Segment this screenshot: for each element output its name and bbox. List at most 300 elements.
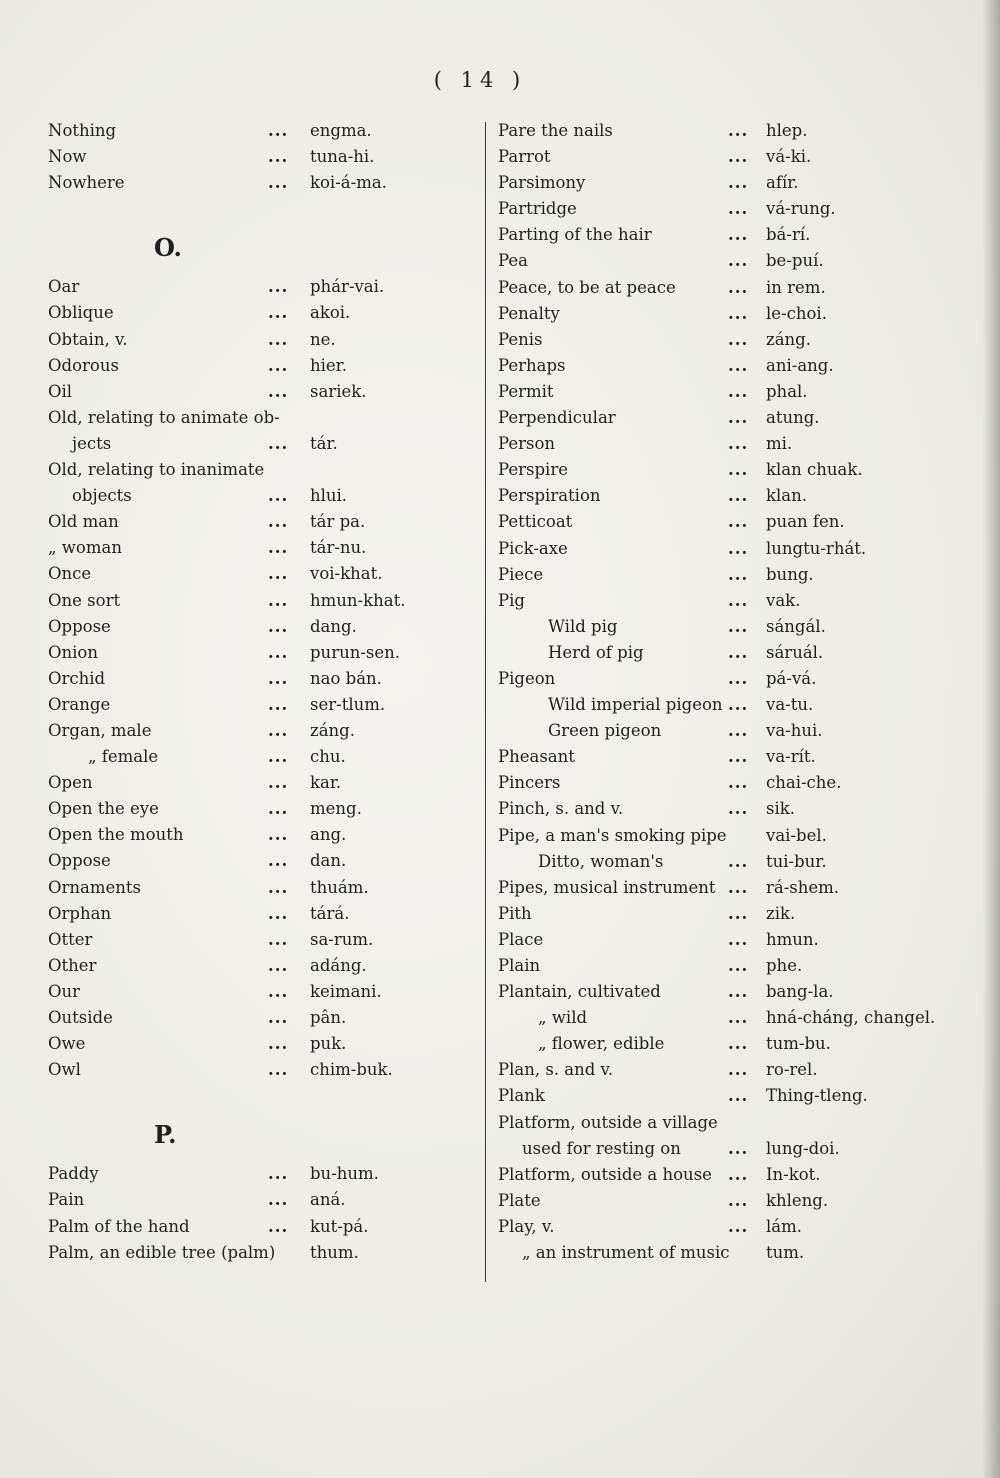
entry-leader-dots: ...: [728, 486, 749, 506]
entry-leader-dots: ...: [728, 982, 749, 1002]
entry-term: Ornaments: [48, 877, 142, 897]
dictionary-entry: [498, 1136, 958, 1162]
entry-term: Oppose: [48, 851, 111, 871]
entry-leader-dots: ...: [268, 329, 289, 349]
entry-term: Palm of the hand: [48, 1216, 190, 1236]
section-spacer: [48, 1083, 448, 1109]
entry-translation: vá-rung.: [766, 199, 836, 219]
dictionary-entry: [498, 588, 958, 614]
entry-term: Otter: [48, 929, 93, 949]
entry-leader-dots: ...: [728, 721, 749, 741]
entry-term: Plantain, cultivated: [498, 982, 661, 1002]
entry-term: used for resting on: [522, 1138, 681, 1158]
entry-term: Pare the nails: [498, 121, 613, 140]
entry-leader-dots: ...: [728, 408, 749, 428]
entry-leader-dots: ...: [268, 616, 289, 636]
entry-translation: lungtu-rhát.: [766, 538, 867, 558]
dictionary-entry: [48, 822, 448, 848]
dictionary-entry: [498, 875, 958, 901]
dictionary-entry: [498, 275, 958, 301]
dictionary-entry: [498, 953, 958, 979]
entry-leader-dots: ...: [268, 668, 289, 688]
entry-translation: va-tu.: [766, 695, 814, 715]
entry-translation: purun-sen.: [310, 642, 401, 662]
entry-translation: thuám.: [310, 877, 369, 897]
dictionary-entry: [498, 1240, 958, 1266]
entry-term: Pinch, s. and v.: [498, 799, 624, 819]
entry-term: „ woman: [48, 538, 122, 558]
dictionary-entry: [48, 144, 448, 170]
dictionary-entry: [48, 979, 448, 1005]
entry-translation: va-hui.: [766, 721, 823, 741]
entry-term: Platform, outside a village: [498, 1112, 718, 1132]
entry-leader-dots: ...: [728, 877, 749, 897]
entry-term: Once: [48, 564, 92, 584]
entry-term: Place: [498, 929, 544, 949]
entry-term: Orphan: [48, 903, 112, 923]
entry-term: Now: [48, 147, 87, 167]
entry-leader-dots: ...: [728, 956, 749, 975]
dictionary-entry: [48, 379, 448, 405]
dictionary-entry: [498, 405, 958, 431]
entry-term: Plank: [498, 1086, 545, 1106]
entry-leader-dots: ...: [728, 1034, 749, 1054]
dictionary-entry: [48, 666, 448, 692]
entry-translation: tár pa.: [310, 512, 366, 532]
entry-translation: khleng.: [766, 1190, 829, 1210]
entry-translation: puk.: [310, 1034, 347, 1054]
dictionary-entry: [498, 796, 958, 822]
dictionary-entry: [498, 718, 958, 744]
entry-translation: bá-rí.: [766, 225, 811, 245]
section-letter-heading: O.: [154, 233, 182, 263]
entry-term: Piece: [498, 564, 544, 584]
entry-translation: sariek.: [310, 381, 367, 401]
entry-term: Partridge: [498, 199, 577, 219]
dictionary-entry: [498, 509, 958, 535]
entry-leader-dots: ...: [728, 668, 749, 688]
dictionary-entry: [48, 796, 448, 822]
dictionary-entry: [48, 1005, 448, 1031]
dictionary-entry: [48, 588, 448, 614]
entry-term: Owl: [48, 1060, 81, 1080]
dictionary-entry: [48, 848, 448, 874]
entry-leader-dots: ...: [728, 277, 749, 297]
entry-leader-dots: ...: [268, 799, 289, 819]
entry-term: Pigeon: [498, 668, 556, 688]
dictionary-entry: [48, 640, 448, 666]
dictionary-entry: [498, 170, 958, 196]
entry-translation: ro-rel.: [766, 1060, 818, 1080]
dictionary-entry: [498, 222, 958, 248]
entry-leader-dots: ...: [728, 642, 749, 662]
entry-leader-dots: ...: [268, 173, 289, 193]
entry-translation: vak.: [766, 590, 801, 610]
entry-term: Pith: [498, 903, 532, 923]
entry-term: Nowhere: [48, 173, 125, 193]
right-column: [498, 118, 958, 1266]
entry-term: „ wild: [538, 1008, 588, 1028]
entry-leader-dots: ...: [728, 147, 749, 167]
entry-term: Permit: [498, 381, 554, 401]
entry-translation: thum.: [310, 1242, 359, 1262]
dictionary-entry: [48, 535, 448, 561]
entry-translation: bu-hum.: [310, 1164, 379, 1184]
entry-translation: koi-á-ma.: [310, 173, 387, 193]
entry-term: Orange: [48, 694, 111, 714]
entry-leader-dots: ...: [268, 1216, 289, 1236]
entry-term: Peace, to be at peace: [498, 277, 676, 297]
entry-leader-dots: ...: [268, 877, 289, 897]
entry-translation: dang.: [310, 616, 357, 636]
dictionary-entry: [498, 196, 958, 222]
entry-term: Nothing: [48, 121, 117, 140]
entry-term: Plan, s. and v.: [498, 1060, 614, 1080]
dictionary-entry: [48, 927, 448, 953]
entry-leader-dots: ...: [268, 303, 289, 323]
page-number: ( 14 ): [433, 68, 527, 92]
entry-leader-dots: ...: [728, 1060, 749, 1080]
dictionary-entry: [498, 301, 958, 327]
dictionary-entry: [498, 483, 958, 509]
entry-translation: tár.: [310, 433, 338, 453]
entry-translation: dan.: [310, 851, 347, 871]
entry-translation: atung.: [766, 408, 820, 428]
dictionary-entry: [48, 327, 448, 353]
dictionary-entry: [498, 353, 958, 379]
entry-translation: ani-ang.: [766, 355, 834, 375]
entry-leader-dots: ...: [268, 1060, 289, 1080]
dictionary-entry: [498, 666, 958, 692]
entry-term: jects: [72, 433, 112, 453]
entry-leader-dots: ...: [728, 512, 749, 532]
entry-leader-dots: ...: [268, 825, 289, 845]
entry-leader-dots: ...: [728, 1138, 749, 1158]
entry-term: Penis: [498, 329, 543, 349]
entry-term: Pipe, a man's smoking pipe: [498, 825, 727, 845]
entry-translation: be-puí.: [766, 251, 824, 271]
dictionary-entry: [48, 1214, 448, 1240]
entry-translation: chu.: [310, 747, 346, 767]
dictionary-entry: [498, 770, 958, 796]
entry-leader-dots: ...: [268, 564, 289, 584]
entry-translation: ne.: [310, 329, 336, 349]
entry-leader-dots: ...: [268, 773, 289, 793]
entry-translation: akoi.: [310, 303, 351, 323]
entry-term: Green pigeon: [548, 721, 662, 741]
entry-leader-dots: ...: [728, 381, 749, 401]
entry-translation: afír.: [766, 173, 799, 193]
entry-leader-dots: ...: [268, 747, 289, 767]
entry-leader-dots: ...: [268, 929, 289, 949]
entry-translation: pá-vá.: [766, 668, 817, 688]
entry-leader-dots: ...: [268, 1164, 289, 1184]
entry-translation: voi-khat.: [310, 564, 383, 584]
entry-term: Parsimony: [498, 173, 586, 193]
dictionary-entry: [48, 405, 448, 431]
entry-leader-dots: ...: [268, 121, 289, 140]
dictionary-entry: [48, 1187, 448, 1213]
entry-term: Wild pig: [548, 616, 618, 636]
dictionary-entry: [498, 1110, 958, 1136]
entry-translation: tárá.: [310, 903, 350, 923]
entry-leader-dots: ...: [728, 929, 749, 949]
dictionary-entry: [48, 614, 448, 640]
dictionary-entry: [498, 536, 958, 562]
entry-term: Obtain, v.: [48, 329, 128, 349]
entry-translation: tui-bur.: [766, 851, 827, 871]
entry-term: Orchid: [48, 668, 106, 688]
entry-translation: bang-la.: [766, 982, 834, 1002]
entry-translation: hier.: [310, 355, 347, 375]
left-column: [48, 118, 448, 1266]
entry-leader-dots: ...: [268, 1034, 289, 1054]
entry-leader-dots: ...: [268, 981, 289, 1001]
entry-leader-dots: ...: [728, 251, 749, 271]
entry-leader-dots: ...: [268, 955, 289, 975]
dictionary-entry: [48, 274, 448, 300]
entry-translation: nao bán.: [310, 668, 382, 688]
dictionary-entry: [48, 353, 448, 379]
entry-leader-dots: ...: [728, 564, 749, 584]
dictionary-entry: [48, 561, 448, 587]
entry-leader-dots: ...: [268, 590, 289, 610]
entry-leader-dots: ...: [268, 538, 289, 558]
entry-term: Penalty: [498, 303, 560, 323]
entry-translation: pân.: [310, 1008, 347, 1027]
entry-leader-dots: ...: [728, 1216, 749, 1236]
dictionary-entry: [48, 770, 448, 796]
dictionary-entry: [48, 1161, 448, 1187]
entry-term: objects: [72, 486, 132, 506]
entry-term: Palm, an edible tree (palm): [48, 1242, 276, 1262]
entry-leader-dots: ...: [728, 616, 749, 636]
entry-translation: hlui.: [310, 486, 348, 506]
entry-translation: klan chuak.: [766, 460, 863, 480]
entry-translation: bung.: [766, 564, 814, 584]
entry-translation: klan.: [766, 486, 807, 506]
entry-term: Oar: [48, 277, 80, 297]
entry-translation: záng.: [766, 329, 811, 349]
entry-leader-dots: ...: [728, 799, 749, 819]
dictionary-entry: [498, 640, 958, 666]
dictionary-entry: [498, 1188, 958, 1214]
dictionary-entry: [498, 1057, 958, 1083]
entry-translation: vá-ki.: [766, 147, 812, 167]
entry-translation: phal.: [766, 381, 808, 401]
dictionary-entry: [498, 431, 958, 457]
entry-term: One sort: [48, 590, 121, 610]
entry-translation: lám.: [766, 1216, 803, 1236]
entry-leader-dots: ...: [728, 225, 749, 245]
dictionary-entry: [498, 744, 958, 770]
entry-leader-dots: ...: [728, 538, 749, 558]
entry-leader-dots: ...: [728, 355, 749, 375]
entry-leader-dots: ...: [268, 642, 289, 662]
entry-translation: va-rít.: [766, 747, 816, 767]
entry-term: Owe: [48, 1034, 86, 1054]
section-spacer: [48, 196, 448, 222]
dictionary-entry: [48, 509, 448, 535]
entry-translation: záng.: [310, 720, 355, 740]
entry-translation: In-kot.: [766, 1164, 821, 1184]
entry-term: Oil: [48, 381, 73, 401]
entry-leader-dots: ...: [728, 851, 749, 871]
entry-translation: hmun.: [766, 929, 819, 949]
entry-leader-dots: ...: [268, 694, 289, 714]
entry-translation: tum-bu.: [766, 1034, 831, 1054]
entry-translation: ser-tlum.: [310, 694, 386, 714]
entry-leader-dots: ...: [268, 355, 289, 375]
entry-translation: ang.: [310, 825, 347, 845]
entry-translation: tum.: [766, 1243, 805, 1263]
dictionary-entry: [48, 1240, 448, 1266]
entry-term: Play, v.: [498, 1216, 555, 1236]
entry-term: Pig: [498, 590, 525, 610]
dictionary-entry: [498, 562, 958, 588]
dictionary-entry: [48, 1057, 448, 1083]
entry-leader-dots: ...: [268, 277, 289, 297]
dictionary-entry: [498, 614, 958, 640]
entry-term: Organ, male: [48, 720, 152, 740]
entry-leader-dots: ...: [728, 747, 749, 767]
entry-leader-dots: ...: [268, 1008, 289, 1027]
entry-term: „ female: [88, 747, 159, 767]
entry-translation: in rem.: [766, 277, 826, 297]
entry-leader-dots: ...: [728, 903, 749, 923]
entry-translation: phe.: [766, 956, 803, 975]
dictionary-entry: [48, 875, 448, 901]
entry-term: Herd of pig: [548, 642, 644, 662]
entry-leader-dots: ...: [728, 695, 749, 715]
dictionary-entry: [498, 849, 958, 875]
dictionary-entry: [498, 144, 958, 170]
section-letter-heading: P.: [154, 1120, 177, 1150]
entry-term: Parting of the hair: [498, 225, 652, 245]
entry-term: Onion: [48, 642, 98, 662]
entry-translation: sáruál.: [766, 642, 824, 662]
entry-leader-dots: ...: [728, 434, 749, 454]
entry-term: Other: [48, 955, 97, 975]
entry-leader-dots: ...: [728, 1164, 749, 1184]
entry-term: Parrot: [498, 147, 551, 167]
dictionary-entry: [48, 718, 448, 744]
entry-leader-dots: ...: [268, 486, 289, 506]
entry-term: Open the eye: [48, 799, 159, 819]
entry-translation: lung-doi.: [766, 1138, 840, 1158]
column-divider: [485, 122, 486, 1282]
entry-translation: hlep.: [766, 121, 808, 140]
entry-translation: puan fen.: [766, 512, 845, 532]
entry-leader-dots: ...: [728, 173, 749, 193]
entry-translation: kut-pá.: [310, 1216, 369, 1236]
entry-leader-dots: ...: [268, 433, 289, 453]
entry-term: Odorous: [48, 355, 119, 375]
entry-term: Pain: [48, 1190, 85, 1210]
entry-translation: sángál.: [766, 616, 826, 636]
dictionary-entry: [498, 1162, 958, 1188]
entry-translation: phár-vai.: [310, 277, 385, 297]
entry-translation: meng.: [310, 799, 362, 819]
entry-translation: hná-cháng, changel.: [766, 1008, 936, 1028]
entry-term: Pheasant: [498, 747, 575, 767]
dictionary-entry: [48, 692, 448, 718]
dictionary-entry: [48, 118, 448, 144]
dictionary-entry: [48, 744, 448, 770]
entry-leader-dots: ...: [728, 1008, 749, 1028]
dictionary-entry: [498, 823, 958, 849]
entry-leader-dots: ...: [268, 381, 289, 401]
entry-translation: engma.: [310, 121, 372, 140]
dictionary-entry: [498, 927, 958, 953]
entry-term: Paddy: [48, 1164, 99, 1184]
dictionary-entry: [498, 327, 958, 353]
entry-leader-dots: ...: [268, 903, 289, 923]
entry-term: „ an instrument of music: [522, 1243, 730, 1263]
entry-term: Perspiration: [498, 486, 601, 506]
dictionary-entry: [498, 692, 958, 718]
entry-term: Old, relating to animate ob-: [48, 407, 280, 427]
entry-translation: le-choi.: [766, 303, 827, 323]
dictionary-entry: [498, 379, 958, 405]
dictionary-entry: [48, 431, 448, 457]
dictionary-entry: [498, 1083, 958, 1109]
entry-translation: Thing-tleng.: [766, 1086, 868, 1106]
entry-translation: sa-rum.: [310, 929, 374, 949]
entry-translation: chai-che.: [766, 773, 842, 793]
entry-translation: kar.: [310, 773, 342, 793]
entry-leader-dots: ...: [728, 199, 749, 219]
entry-term: Perspire: [498, 460, 568, 480]
dictionary-entry: [48, 1031, 448, 1057]
entry-leader-dots: ...: [728, 303, 749, 323]
entry-leader-dots: ...: [268, 512, 289, 532]
entry-translation: tuna-hi.: [310, 147, 375, 167]
entry-translation: zik.: [766, 903, 796, 923]
dictionary-entry: [48, 953, 448, 979]
entry-leader-dots: ...: [728, 460, 749, 480]
entry-translation: adáng.: [310, 955, 367, 975]
entry-term: Platform, outside a house: [498, 1164, 712, 1184]
entry-term: Perhaps: [498, 355, 566, 375]
entry-term: Plain: [498, 956, 541, 975]
entry-term: Pea: [498, 251, 528, 271]
dictionary-entry: [48, 457, 448, 483]
entry-leader-dots: ...: [268, 1190, 289, 1210]
entry-leader-dots: ...: [728, 590, 749, 610]
dictionary-entry: [48, 300, 448, 326]
entry-term: Perpendicular: [498, 408, 616, 428]
entry-translation: aná.: [310, 1190, 346, 1210]
dictionary-entry: [48, 170, 448, 196]
entry-translation: vai-bel.: [766, 825, 827, 845]
entry-term: Pincers: [498, 773, 561, 793]
entry-leader-dots: ...: [268, 720, 289, 740]
dictionary-entry: [498, 457, 958, 483]
entry-leader-dots: ...: [728, 1086, 749, 1106]
dictionary-entry: [498, 248, 958, 274]
entry-translation: hmun-khat.: [310, 590, 406, 610]
dictionary-entry: [48, 483, 448, 509]
entry-translation: tár-nu.: [310, 538, 367, 558]
entry-translation: mi.: [766, 434, 793, 454]
entry-translation: sik.: [766, 799, 795, 819]
entry-leader-dots: ...: [268, 147, 289, 167]
entry-leader-dots: ...: [728, 773, 749, 793]
entry-term: Open the mouth: [48, 825, 184, 845]
entry-leader-dots: ...: [728, 1190, 749, 1210]
entry-term: Pipes, musical instrument: [498, 877, 716, 897]
